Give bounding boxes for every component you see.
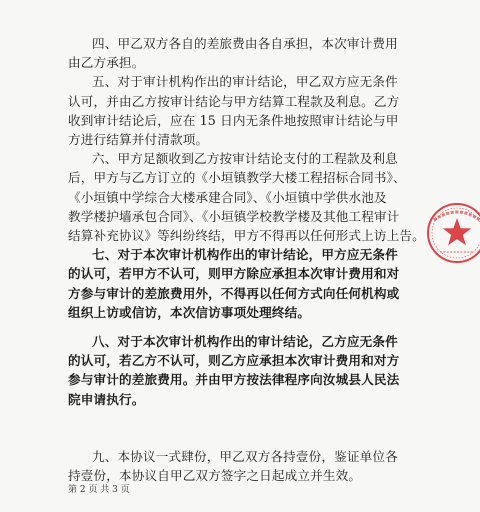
paragraph-7-line-1: 七、对于本次审计机构作出的审计结论，甲方应无条件	[92, 247, 398, 263]
paragraph-7-line-2: 的认可，若甲方不认可，则甲方除应承担本次审计费用和对	[68, 266, 400, 282]
paragraph-4-line-1: 四、甲乙双方各自的差旅费由各自承担，本次审计费用	[92, 36, 398, 51]
paragraph-6-line-1: 六、甲方足额收到乙方按审计结论支付的工程款及利息	[92, 151, 398, 167]
paragraph-7-line-3: 方参与审计的差旅费用外，不得再以任何方式向任何机构或	[68, 285, 400, 301]
paragraph-5-line-2: 认可，并由乙方按审计结论与甲方结算工程款及利息。乙方	[68, 93, 400, 109]
paragraph-8-line-4: 院申请执行。	[68, 391, 145, 407]
paragraph-9-line-1: 九、本协议一式肆份，甲乙双方各持壹份，鉴证单位各	[92, 449, 398, 465]
page-number-footer: 第 2 页 共 3 页	[68, 485, 130, 495]
paragraph-6-line-2: 后，甲方与乙方订立的《小垣镇教学大楼工程招标合同书》、	[68, 170, 406, 186]
paragraph-8-line-2: 的认可，若乙方不认可，则乙方应承担本次审计费用和对方	[68, 353, 400, 369]
paragraph-8-line-1: 八、对于本次审计机构作出的审计结论，乙方应无条件	[92, 334, 398, 349]
paragraph-6-line-5: 结算补充协议》等纠纷终结，甲方不得再以任何形式上访上告。	[68, 228, 425, 243]
paragraph-9-line-2: 持壹份，本协议自甲乙双方签字之日起成立并生效。	[68, 468, 362, 484]
paragraph-5-line-1: 五、对于审计机构作出的审计结论，甲乙双方应无条件	[92, 74, 398, 90]
paragraph-8-line-3: 参与审计的差旅费用。并由甲方按法律程序向汝城县人民法	[68, 372, 400, 388]
paragraph-5-line-3: 收到审计结论后，应在 15 日内无条件地按照审计结论与甲	[68, 112, 399, 128]
paragraph-6-line-4: 教学楼护墙承包合同》、《小垣镇学校教学楼及其他工程审计	[68, 208, 400, 224]
paragraph-7-line-4: 组织上访或信访，本次信访事项处理终结。	[68, 304, 311, 320]
red-star-seal-icon	[424, 200, 480, 266]
paragraph-5-line-4: 方进行结算并付清款项。	[68, 132, 209, 147]
paragraph-6-line-3: 《小垣镇中学综合大楼承建合同》、《小垣镇中学供水池及	[68, 189, 387, 205]
paragraph-4-line-2: 由乙方承担。	[68, 55, 145, 71]
